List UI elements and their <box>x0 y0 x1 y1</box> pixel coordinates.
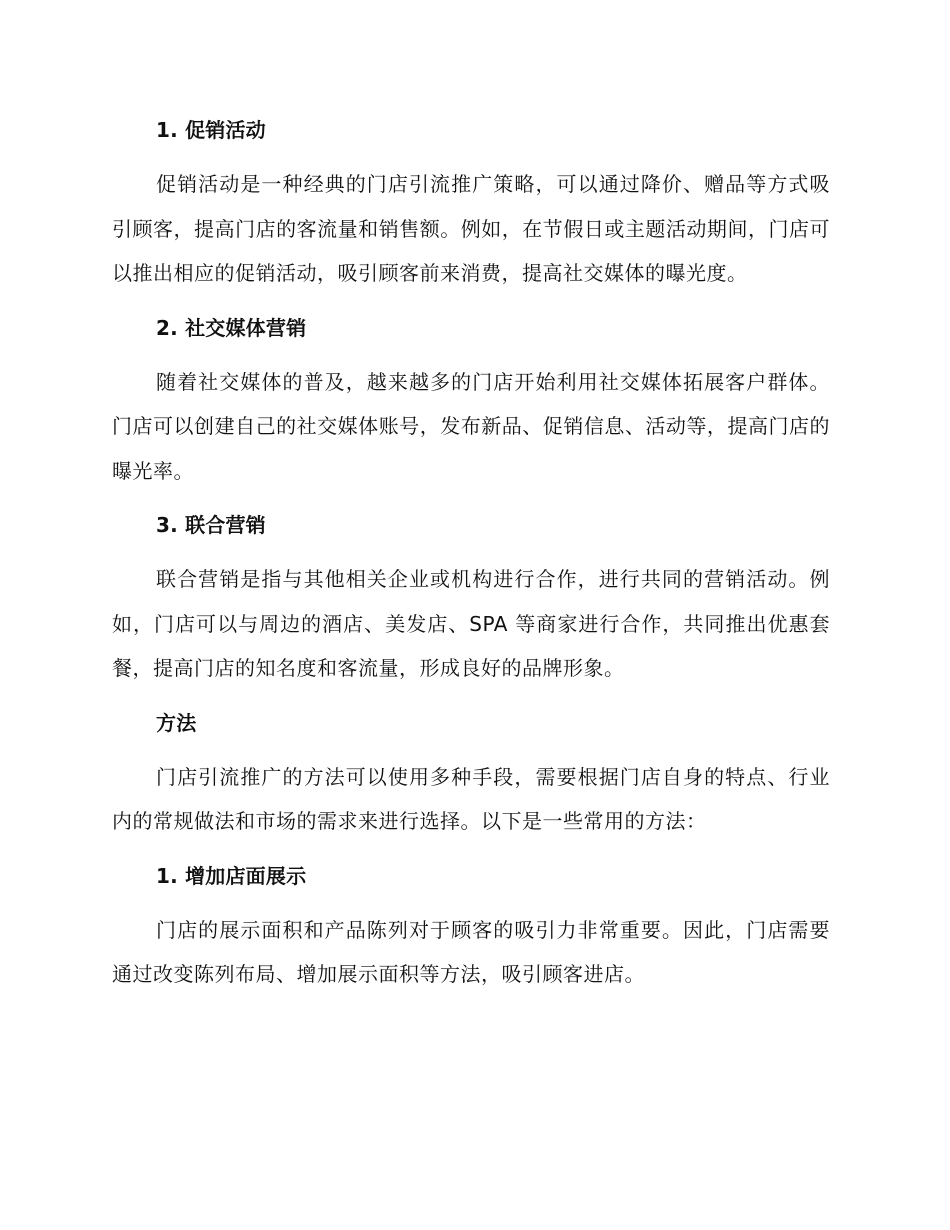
section-heading-social-media: 2. 社交媒体营销 <box>156 315 307 340</box>
section-paragraph-methods: 门店引流推广的方法可以使用多种手段，需要根据门店自身的特点、行业内的常规做法和市场的需求来进行选择。以下是一些常用的方法： <box>112 764 830 833</box>
document-body <box>112 110 830 997</box>
section-paragraph-joint-marketing: 联合营销是指与其他相关企业或机构进行合作，进行共同的营销活动。例如，门店可以与周边的酒店、美发店、SPA 等商家进行合作，共同推出优惠套餐，提高门店的知名度和客流量，形成良好的品牌形象。 <box>112 567 830 680</box>
section-heading-methods: 方法 <box>156 710 197 735</box>
section-paragraph-storefront-display: 门店的展示面积和产品陈列对于顾客的吸引力非常重要。因此，门店需要通过改变陈列布局、增加展示面积等方法，吸引顾客进店。 <box>112 917 830 986</box>
section-heading-promotion: 1. 促销活动 <box>156 118 266 142</box>
section-paragraph-promotion: 促销活动是一种经典的门店引流推广策略，可以通过降价、赠品等方式吸引顾客，提高门店的客流量和销售额。例如，在节假日或主题活动期间，门店可以推出相应的促销活动，吸引顾客前来消费，提高社交媒体的曝光度。 <box>112 172 830 285</box>
section-heading-joint-marketing: 3. 联合营销 <box>156 513 266 537</box>
section-heading-storefront-display: 1. 增加店面展示 <box>156 863 307 888</box>
section-paragraph-social-media: 随着社交媒体的普及，越来越多的门店开始利用社交媒体拓展客户群体。门店可以创建自己的社交媒体账号，发布新品、促销信息、活动等，提高门店的曝光率。 <box>112 369 830 483</box>
